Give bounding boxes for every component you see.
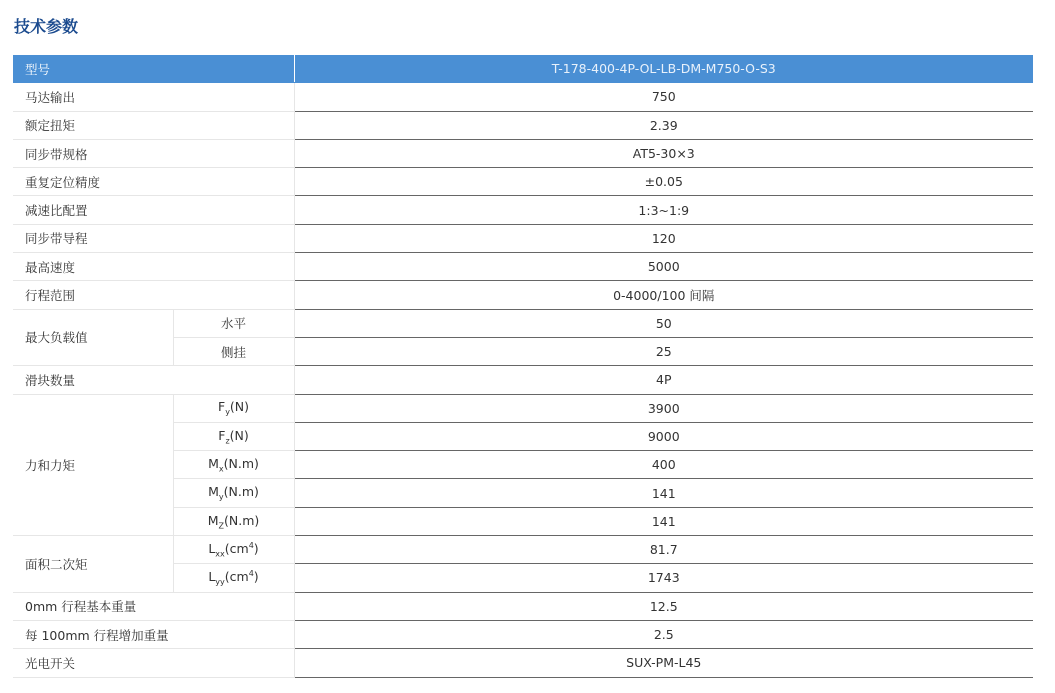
spec-table — [13, 55, 1033, 678]
row-label: 额定扭矩 — [13, 111, 294, 139]
sub-label: 侧挂 — [173, 337, 294, 365]
row-value: 1:3~1:9 — [294, 196, 1033, 224]
row-label: 最高速度 — [13, 253, 294, 281]
table-header-row — [13, 55, 1033, 83]
row-value: 50 — [294, 309, 1033, 337]
group-label: 面积二次矩 — [13, 536, 173, 593]
group-label: 力和力矩 — [13, 394, 173, 535]
row-label: 减速比配置 — [13, 196, 294, 224]
sub-label: 水平 — [173, 309, 294, 337]
row-value: 141 — [294, 507, 1033, 535]
row-label: 0mm 行程基本重量 — [13, 592, 294, 620]
row-label: 同步带导程 — [13, 224, 294, 252]
row-value: 3900 — [294, 394, 1033, 422]
table-row — [13, 394, 1033, 422]
table-row — [13, 139, 1033, 167]
model-value: T-178-400-4P-OL-LB-DM-M750-O-S3 — [294, 55, 1033, 83]
table-row — [13, 309, 1033, 337]
row-value: 5000 — [294, 253, 1033, 281]
table-row — [13, 196, 1033, 224]
row-value: 9000 — [294, 422, 1033, 450]
sub-label: $F_z(N)$ — [173, 422, 294, 450]
row-value: AT5-30×3 — [294, 139, 1033, 167]
row-value: 141 — [294, 479, 1033, 507]
table-row — [13, 224, 1033, 252]
sub-label: $M_Z(N.m)$ — [173, 507, 294, 535]
row-label: 光电开关 — [13, 649, 294, 677]
table-row — [13, 83, 1033, 111]
row-label: 行程范围 — [13, 281, 294, 309]
row-value: 750 — [294, 83, 1033, 111]
row-value: 25 — [294, 337, 1033, 365]
row-value: 2.5 — [294, 620, 1033, 648]
table-row — [13, 649, 1033, 677]
row-value: 0-4000/100 间隔 — [294, 281, 1033, 309]
sub-label: $M_x(N.m)$ — [173, 451, 294, 479]
sub-label: $L_{xx}(cm^4)$ — [173, 536, 294, 564]
table-row — [13, 620, 1033, 648]
sub-label: $F_y(N)$ — [173, 394, 294, 422]
table-row — [13, 592, 1033, 620]
row-value: SUX-PM-L45 — [294, 649, 1033, 677]
row-label: 重复定位精度 — [13, 168, 294, 196]
model-label: 型号 — [13, 55, 294, 83]
row-value: 2.39 — [294, 111, 1033, 139]
sub-label: $M_y(N.m)$ — [173, 479, 294, 507]
table-row — [13, 168, 1033, 196]
row-label: 马达输出 — [13, 83, 294, 111]
table-row — [13, 253, 1033, 281]
table-row — [13, 111, 1033, 139]
row-label: 同步带规格 — [13, 139, 294, 167]
table-row — [13, 536, 1033, 564]
page-title: 技术参数 — [14, 17, 79, 36]
row-value: 120 — [294, 224, 1033, 252]
table-row — [13, 366, 1033, 394]
table-row — [13, 281, 1033, 309]
row-value: 4P — [294, 366, 1033, 394]
group-label: 最大负载值 — [13, 309, 173, 366]
row-value: 81.7 — [294, 536, 1033, 564]
row-value: 12.5 — [294, 592, 1033, 620]
sub-label: $L_{yy}(cm^4)$ — [173, 564, 294, 592]
row-value: 1743 — [294, 564, 1033, 592]
row-label: 每 100mm 行程增加重量 — [13, 620, 294, 648]
row-value: ±0.05 — [294, 168, 1033, 196]
row-label: 滑块数量 — [13, 366, 294, 394]
row-value: 400 — [294, 451, 1033, 479]
